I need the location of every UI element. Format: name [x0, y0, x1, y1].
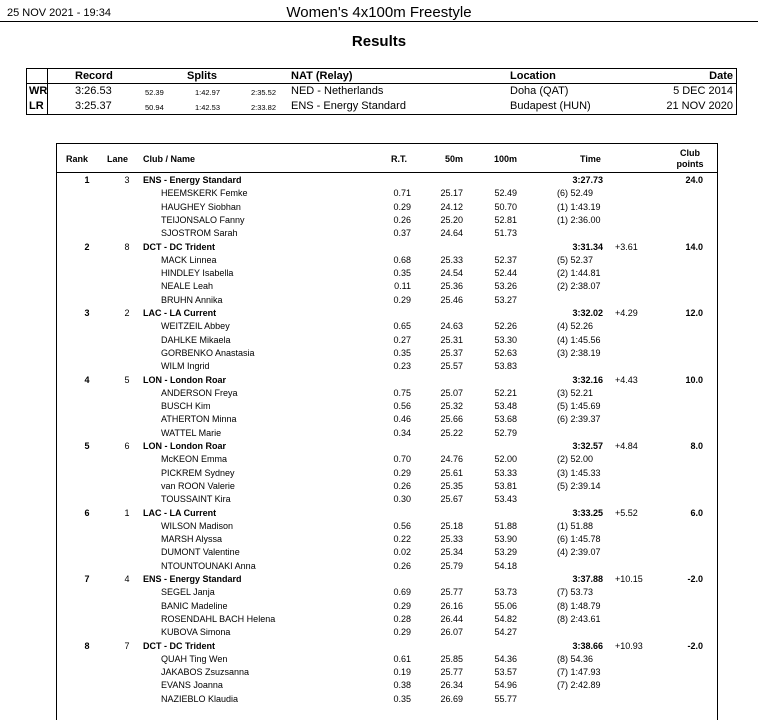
swimmer-split-100m: 53.27 — [494, 294, 517, 305]
swimmer-split-100m: 51.88 — [494, 520, 517, 531]
team-diff: +4.84 — [615, 441, 638, 451]
header-rank: Rank — [66, 154, 89, 164]
swimmer-name: WEITZEIL Abbey — [161, 321, 230, 332]
records-header-nat: NAT (Relay) — [291, 70, 353, 82]
records-header-record: Record — [75, 70, 113, 82]
swimmer-name: BRUHN Annika — [161, 294, 223, 305]
swimmer-name: QUAH Ting Wen — [161, 653, 228, 664]
swimmer-reaction-time: 0.61 — [393, 653, 411, 664]
swimmer-split-100m: 54.36 — [494, 653, 517, 664]
record-split-100: 1:42.97 — [195, 88, 221, 97]
swimmer-reaction-time: 0.70 — [393, 454, 411, 465]
team-rank: 6 — [84, 507, 90, 518]
team-rank: 8 — [84, 640, 90, 651]
swimmer-reaction-time: 0.29 — [393, 201, 411, 212]
swimmer-split-50m: 24.54 — [440, 268, 463, 279]
swimmer-cumulative-split: (3) 2:38.19 — [557, 347, 601, 358]
swimmer-reaction-time: 0.26 — [393, 480, 411, 491]
team-time: 3:31.34 — [572, 241, 603, 252]
swimmer-name: NAZIEBLO Klaudia — [161, 693, 239, 704]
team-club-points: 14.0 — [685, 241, 703, 252]
record-code: LR — [29, 100, 44, 112]
team-lane: 3 — [124, 175, 130, 185]
swimmer-split-50m: 25.34 — [440, 547, 463, 558]
swimmer-cumulative-split: (4) 2:39.07 — [557, 547, 601, 558]
swimmer-cumulative-split: (6) 2:39.37 — [557, 414, 601, 425]
swimmer-name: McKEON Emma — [161, 454, 228, 465]
swimmer-split-50m: 26.44 — [440, 613, 463, 624]
swimmer-split-100m: 54.82 — [494, 613, 517, 624]
team-club: LAC - LA Current — [143, 308, 217, 318]
team-time: 3:32.57 — [572, 441, 603, 451]
team-lane: 4 — [124, 574, 130, 584]
swimmer-split-100m: 52.21 — [494, 387, 517, 398]
swimmer-cumulative-split: (5) 1:45.69 — [557, 401, 601, 412]
swimmer-reaction-time: 0.38 — [393, 680, 411, 691]
swimmer-split-50m: 25.17 — [440, 188, 463, 199]
team-club: ENS - Energy Standard — [143, 175, 242, 185]
header-time: Time — [580, 154, 601, 164]
swimmer-cumulative-split: (7) 1:47.93 — [557, 667, 601, 678]
records-table — [26, 68, 737, 115]
swimmer-reaction-time: 0.11 — [394, 281, 411, 292]
swimmer-name: NEALE Leah — [161, 281, 214, 292]
team-lane: 7 — [124, 640, 130, 651]
swimmer-split-50m: 25.20 — [440, 214, 463, 225]
record-code: WR — [29, 85, 48, 97]
team-club-points: 24.0 — [685, 175, 703, 185]
swimmer-reaction-time: 0.29 — [393, 467, 411, 478]
record-time: 3:25.37 — [75, 100, 112, 112]
swimmer-split-100m: 53.30 — [494, 334, 517, 345]
swimmer-name: TOUSSAINT Kira — [161, 494, 231, 505]
page-subtitle: Results — [351, 33, 407, 50]
swimmer-split-50m: 25.77 — [440, 667, 463, 678]
swimmer-reaction-time: 0.26 — [393, 560, 411, 571]
swimmer-split-50m: 25.85 — [440, 653, 463, 664]
swimmer-cumulative-split: (2) 2:38.07 — [557, 281, 601, 292]
record-date: 21 NOV 2020 — [666, 100, 733, 112]
swimmer-name: EVANS Joanna — [161, 680, 223, 691]
swimmer-reaction-time: 0.69 — [393, 587, 411, 598]
team-club: DCT - DC Trident — [143, 241, 215, 252]
swimmer-name: GORBENKO Anastasia — [161, 347, 255, 358]
swimmer-split-100m: 53.83 — [494, 361, 517, 372]
swimmer-reaction-time: 0.35 — [393, 268, 411, 279]
team-club: LAC - LA Current — [143, 507, 217, 518]
swimmer-split-100m: 52.26 — [494, 321, 517, 332]
swimmer-split-50m: 25.35 — [440, 480, 463, 491]
swimmer-split-100m: 53.29 — [494, 547, 517, 558]
swimmer-name: ATHERTON Minna — [161, 414, 237, 425]
swimmer-split-50m: 25.57 — [440, 361, 463, 372]
swimmer-split-100m: 53.73 — [494, 587, 517, 598]
swimmer-cumulative-split: (8) 2:43.61 — [557, 613, 601, 624]
swimmer-reaction-time: 0.37 — [393, 228, 411, 239]
swimmer-name: WILSON Madison — [161, 520, 234, 531]
swimmer-split-50m: 25.36 — [440, 281, 463, 292]
swimmer-split-50m: 24.76 — [440, 454, 463, 465]
swimmer-split-100m: 54.27 — [494, 627, 517, 638]
team-time: 3:37.88 — [572, 574, 603, 584]
swimmer-cumulative-split: (6) 1:45.78 — [557, 534, 601, 545]
swimmer-split-50m: 24.12 — [440, 201, 463, 212]
swimmer-cumulative-split: (2) 1:44.81 — [557, 268, 601, 279]
swimmer-name: MACK Linnea — [161, 254, 217, 265]
record-time: 3:26.53 — [75, 85, 112, 97]
swimmer-split-50m: 25.79 — [440, 560, 463, 571]
swimmer-reaction-time: 0.28 — [393, 613, 411, 624]
team-club: LON - London Roar — [143, 441, 226, 451]
swimmer-split-50m: 26.69 — [440, 693, 463, 704]
swimmer-name: HEEMSKERK Femke — [161, 188, 248, 199]
results-table — [56, 143, 718, 720]
swimmer-split-50m: 25.46 — [440, 294, 463, 305]
swimmer-reaction-time: 0.34 — [393, 427, 411, 438]
team-lane: 6 — [124, 441, 130, 451]
swimmer-name: DAHLKE Mikaela — [161, 334, 231, 345]
team-diff: +5.52 — [615, 507, 638, 518]
record-split-50: 52.39 — [145, 88, 164, 97]
swimmer-split-100m: 52.81 — [494, 214, 517, 225]
team-club-points: 10.0 — [685, 374, 703, 385]
swimmer-reaction-time: 0.75 — [393, 387, 411, 398]
swimmer-name: KUBOVA Simona — [161, 627, 231, 638]
swimmer-name: NTOUNTOUNAKI Anna — [161, 560, 256, 571]
swimmer-split-50m: 25.22 — [440, 427, 463, 438]
swimmer-split-50m: 24.64 — [440, 228, 463, 239]
swimmer-split-100m: 52.00 — [494, 454, 517, 465]
swimmer-split-100m: 52.44 — [494, 268, 517, 279]
swimmer-name: ANDERSON Freya — [161, 387, 238, 398]
swimmer-name: MARSH Alyssa — [161, 534, 223, 545]
swimmer-name: DUMONT Valentine — [161, 547, 240, 558]
swimmer-reaction-time: 0.29 — [393, 294, 411, 305]
team-time: 3:38.66 — [572, 640, 603, 651]
team-time: 3:32.16 — [572, 374, 603, 385]
swimmer-cumulative-split: (6) 52.49 — [557, 188, 594, 199]
swimmer-cumulative-split: (5) 52.37 — [557, 254, 594, 265]
swimmer-split-50m: 25.77 — [440, 587, 463, 598]
swimmer-cumulative-split: (5) 2:39.14 — [557, 480, 601, 491]
swimmer-split-100m: 53.57 — [494, 667, 517, 678]
swimmer-split-100m: 52.37 — [494, 254, 517, 265]
header-club-points-line2: points — [676, 159, 704, 169]
swimmer-name: WILM Ingrid — [161, 361, 210, 372]
swimmer-name: TEIJONSALO Fanny — [161, 214, 245, 225]
swimmer-cumulative-split: (8) 54.36 — [557, 653, 594, 664]
swimmer-split-100m: 55.06 — [494, 600, 517, 611]
record-split-150: 2:35.52 — [251, 88, 277, 97]
swimmer-split-50m: 25.66 — [440, 414, 463, 425]
swimmer-name: JAKABOS Zsuzsanna — [161, 667, 250, 678]
swimmer-reaction-time: 0.22 — [393, 534, 411, 545]
swimmer-split-50m: 25.18 — [440, 520, 463, 531]
header-divider — [0, 21, 758, 22]
team-rank: 3 — [84, 308, 90, 318]
swimmer-cumulative-split: (3) 1:45.33 — [557, 467, 601, 478]
swimmer-split-100m: 54.96 — [494, 680, 517, 691]
records-header-location: Location — [510, 70, 556, 82]
swimmer-reaction-time: 0.56 — [393, 520, 411, 531]
swimmer-name: BANIC Madeline — [161, 600, 228, 611]
swimmer-split-50m: 24.63 — [440, 321, 463, 332]
swimmer-cumulative-split: (8) 1:48.79 — [557, 600, 601, 611]
swimmer-name: van ROON Valerie — [161, 480, 235, 491]
event-title: Women's 4x100m Freestyle — [286, 4, 472, 21]
record-date: 5 DEC 2014 — [673, 85, 733, 97]
report-date: 25 NOV 2021 - 19:34 — [7, 7, 111, 19]
swimmer-reaction-time: 0.26 — [393, 214, 411, 225]
team-time: 3:27.73 — [572, 175, 603, 185]
swimmer-reaction-time: 0.02 — [393, 547, 411, 558]
swimmer-reaction-time: 0.35 — [393, 693, 411, 704]
swimmer-cumulative-split: (4) 52.26 — [557, 321, 594, 332]
swimmer-split-100m: 53.68 — [494, 414, 517, 425]
results-header-divider — [57, 172, 717, 173]
record-split-100: 1:42.53 — [195, 103, 221, 112]
swimmer-reaction-time: 0.29 — [393, 600, 411, 611]
team-club-points: 8.0 — [690, 441, 703, 451]
swimmer-reaction-time: 0.23 — [393, 361, 411, 372]
swimmer-split-100m: 53.81 — [494, 480, 517, 491]
swimmer-cumulative-split: (2) 52.00 — [557, 454, 594, 465]
swimmer-split-100m: 52.63 — [494, 347, 517, 358]
swimmer-split-50m: 25.33 — [440, 254, 463, 265]
team-diff: +10.93 — [615, 640, 643, 651]
team-rank: 7 — [84, 574, 90, 584]
team-diff: +4.43 — [615, 374, 638, 385]
team-rank: 4 — [84, 374, 90, 385]
team-time: 3:33.25 — [572, 507, 603, 518]
swimmer-reaction-time: 0.35 — [393, 347, 411, 358]
swimmer-split-50m: 25.32 — [440, 401, 463, 412]
team-club: DCT - DC Trident — [143, 640, 215, 651]
team-club-points: -2.0 — [687, 574, 703, 584]
header-50m: 50m — [445, 154, 464, 164]
swimmer-split-50m: 25.61 — [440, 467, 463, 478]
swimmer-split-100m: 54.18 — [494, 560, 517, 571]
team-rank: 5 — [84, 441, 90, 451]
swimmer-cumulative-split: (1) 51.88 — [557, 520, 594, 531]
records-header-divider — [27, 83, 736, 84]
swimmer-reaction-time: 0.56 — [393, 401, 411, 412]
header-club-points-line1: Club — [680, 148, 700, 158]
swimmer-split-50m: 25.37 — [440, 347, 463, 358]
team-club-points: 6.0 — [690, 507, 703, 518]
swimmer-name: SEGEL Janja — [161, 587, 215, 598]
swimmer-split-50m: 25.31 — [440, 334, 463, 345]
team-lane: 5 — [124, 374, 130, 385]
team-diff: +4.29 — [615, 308, 638, 318]
swimmer-name: HINDLEY Isabella — [161, 268, 234, 279]
record-split-50: 50.94 — [145, 103, 164, 112]
swimmer-split-100m: 52.49 — [494, 188, 517, 199]
swimmer-cumulative-split: (1) 1:43.19 — [557, 201, 601, 212]
swimmer-cumulative-split: (7) 2:42.89 — [557, 680, 601, 691]
swimmer-split-50m: 26.07 — [440, 627, 463, 638]
team-lane: 1 — [124, 507, 130, 518]
swimmer-reaction-time: 0.68 — [393, 254, 411, 265]
record-split-150: 2:33.82 — [251, 103, 277, 112]
swimmer-split-50m: 26.34 — [440, 680, 463, 691]
swimmer-split-100m: 53.33 — [494, 467, 517, 478]
swimmer-reaction-time: 0.27 — [393, 334, 411, 345]
team-time: 3:32.02 — [572, 308, 603, 318]
swimmer-split-100m: 55.77 — [494, 693, 517, 704]
swimmer-cumulative-split: (3) 52.21 — [557, 387, 594, 398]
swimmer-split-50m: 26.16 — [440, 600, 463, 611]
records-header-splits: Splits — [187, 70, 217, 82]
swimmer-cumulative-split: (7) 53.73 — [557, 587, 594, 598]
team-diff: +10.15 — [615, 574, 643, 584]
swimmer-name: PICKREM Sydney — [161, 467, 235, 478]
team-club: ENS - Energy Standard — [143, 574, 242, 584]
swimmer-split-50m: 25.33 — [440, 534, 463, 545]
record-nat: ENS - Energy Standard — [291, 100, 406, 112]
swimmer-split-100m: 53.26 — [494, 281, 517, 292]
team-club-points: 12.0 — [685, 308, 703, 318]
team-rank: 1 — [84, 175, 90, 185]
swimmer-reaction-time: 0.65 — [393, 321, 411, 332]
record-location: Budapest (HUN) — [510, 100, 591, 112]
swimmer-name: SJOSTROM Sarah — [161, 228, 238, 239]
swimmer-split-100m: 53.90 — [494, 534, 517, 545]
swimmer-split-100m: 52.79 — [494, 427, 517, 438]
record-nat: NED - Netherlands — [291, 85, 384, 97]
swimmer-cumulative-split: (1) 2:36.00 — [557, 214, 601, 225]
team-club-points: -2.0 — [687, 640, 703, 651]
swimmer-split-100m: 53.43 — [494, 494, 517, 505]
team-diff: +3.61 — [615, 241, 638, 252]
team-lane: 8 — [124, 241, 130, 252]
team-rank: 2 — [84, 241, 90, 252]
header-100m: 100m — [494, 154, 518, 164]
swimmer-reaction-time: 0.30 — [393, 494, 411, 505]
header-reaction-time: R.T. — [391, 154, 408, 164]
team-lane: 2 — [124, 308, 130, 318]
swimmer-reaction-time: 0.71 — [393, 188, 411, 199]
swimmer-name: BUSCH Kim — [161, 401, 211, 412]
swimmer-split-100m: 51.73 — [494, 228, 517, 239]
swimmer-split-100m: 53.48 — [494, 401, 517, 412]
header-club-name: Club / Name — [143, 154, 196, 164]
record-location: Doha (QAT) — [510, 85, 569, 97]
swimmer-reaction-time: 0.46 — [393, 414, 411, 425]
records-header-date: Date — [709, 70, 733, 82]
swimmer-name: ROSENDAHL BACH Helena — [161, 613, 276, 624]
team-club: LON - London Roar — [143, 374, 226, 385]
swimmer-name: HAUGHEY Siobhan — [161, 201, 241, 212]
swimmer-split-50m: 25.67 — [440, 494, 463, 505]
swimmer-cumulative-split: (4) 1:45.56 — [557, 334, 601, 345]
swimmer-split-50m: 25.07 — [440, 387, 463, 398]
swimmer-name: WATTEL Marie — [161, 427, 222, 438]
swimmer-reaction-time: 0.29 — [393, 627, 411, 638]
swimmer-reaction-time: 0.19 — [393, 667, 411, 678]
swimmer-split-100m: 50.70 — [494, 201, 517, 212]
header-lane: Lane — [107, 154, 129, 164]
